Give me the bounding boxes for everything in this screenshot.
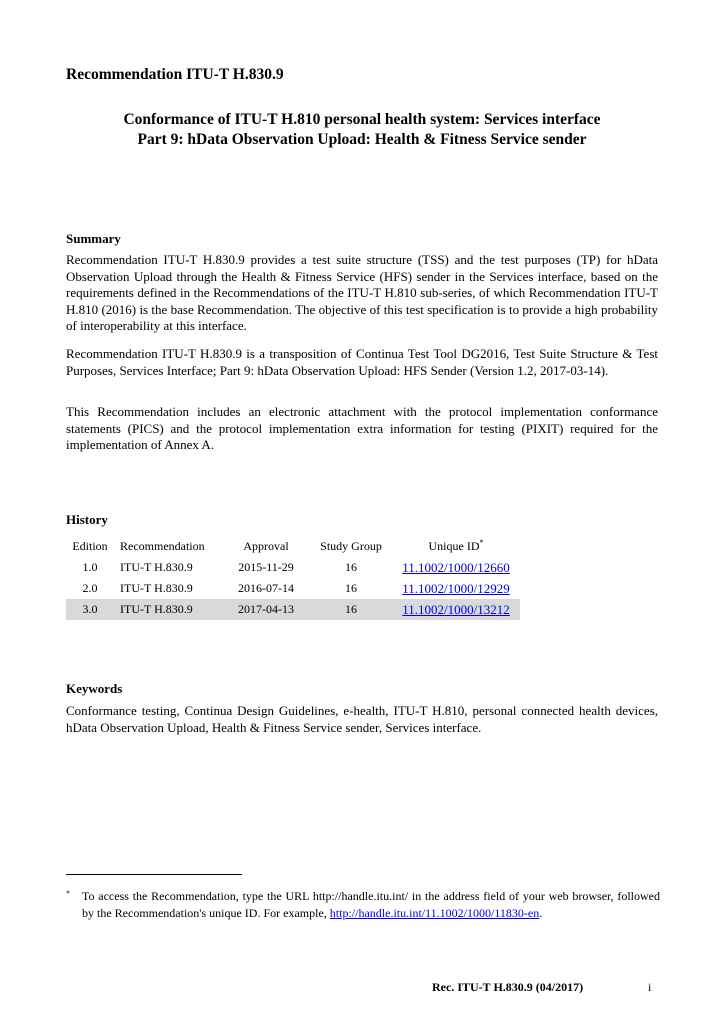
- footnote-marker: *: [66, 889, 70, 898]
- document-title: Recommendation ITU-T H.830.9: [66, 66, 284, 83]
- col-unique-id-label: Unique ID: [428, 538, 480, 553]
- table-row: [66, 578, 520, 599]
- col-study-group: Study Group: [320, 538, 382, 553]
- row-unique-id-cell: [392, 599, 520, 620]
- row-study-group: 16: [345, 581, 357, 595]
- unique-id-link[interactable]: 11.1002/1000/13212: [402, 601, 510, 617]
- summary-heading: Summary: [66, 231, 121, 246]
- page-number: i: [648, 980, 652, 994]
- row-unique-id-cell: [392, 557, 520, 578]
- unique-id-link[interactable]: 11.1002/1000/12929: [402, 580, 510, 596]
- table-row: [66, 599, 520, 620]
- row-approval: 2017-04-13: [222, 599, 310, 620]
- footnote-end: .: [539, 906, 543, 920]
- row-edition: 1.0: [82, 560, 98, 574]
- subtitle-line-2: Part 9: hData Observation Upload: Health & Fitness Service sender: [137, 131, 587, 148]
- history-heading: History: [66, 512, 108, 527]
- row-edition: 2.0: [82, 581, 98, 595]
- row-approval: 2015-11-29: [238, 560, 294, 574]
- summary-paragraph-1: Recommendation ITU-T H.830.9 provides a test suite structure (TSS) and the test purposes (TP) for hData Observation Upload through the Health & Fitness Service (HFS) sender in the Services interface, based on the requirements defined in the Recommendations of the ITU-T H.810 sub-series, of which Recommendation ITU-T H.810 (2016) is the base Recommendation. The objective of this test specification is to provide a high probability of interoperability at this interface.: [66, 252, 658, 333]
- footnote-text: To access the Recommendation, type the URL http://handle.itu.int/ in the address field of your web browser, followed by the Recommendation's unique ID. For example,: [82, 889, 660, 920]
- footnote: [66, 888, 660, 922]
- unique-id-link[interactable]: 11.1002/1000/12660: [402, 559, 510, 575]
- row-unique-id-cell: [392, 578, 520, 599]
- history-table-grid: [66, 535, 520, 620]
- summary-paragraph-3: This Recommendation includes an electronic attachment with the protocol implementation conformance statements (PICS) and the protocol implementation extra information for testing (PIXIT) required for the implementation of Annex A.: [66, 404, 658, 452]
- footnote-ref-marker: *: [479, 537, 484, 547]
- footnote-body: [82, 888, 660, 922]
- row-study-group: 16: [310, 599, 392, 620]
- history-header-row: [66, 535, 520, 557]
- row-approval: 2016-07-14: [238, 581, 294, 595]
- history-table: [66, 535, 520, 620]
- keywords-heading: Keywords: [66, 681, 123, 696]
- keywords-text: Conformance testing, Continua Design Guidelines, e-health, ITU-T H.810, personal connected health devices, hData Observation Upload, Health & Fitness Service sender, Services interface.: [66, 703, 658, 735]
- row-recommendation: ITU-T H.830.9: [120, 581, 193, 595]
- footer-reference: Rec. ITU-T H.830.9 (04/2017): [432, 980, 584, 994]
- row-edition: 3.0: [66, 599, 114, 620]
- col-unique-id: [392, 535, 520, 557]
- row-recommendation: ITU-T H.830.9: [120, 560, 193, 574]
- col-approval: Approval: [243, 538, 289, 553]
- col-edition: Edition: [72, 538, 108, 553]
- table-row: [66, 557, 520, 578]
- subtitle-line-1: Conformance of ITU-T H.810 personal health system: Services interface: [123, 111, 601, 128]
- footnote-example-link[interactable]: http://handle.itu.int/11.1002/1000/11830-en: [329, 906, 540, 920]
- row-recommendation: ITU-T H.830.9: [114, 599, 222, 620]
- row-study-group: 16: [345, 560, 357, 574]
- footnote-divider: [66, 874, 242, 875]
- summary-paragraph-2: Recommendation ITU-T H.830.9 is a transposition of Continua Test Tool DG2016, Test Suite Structure & Test Purposes, Services Interface; Part 9: hData Observation Upload: HFS Sender (Version 1.2, 2017-03-14).: [66, 346, 658, 378]
- col-recommendation: Recommendation: [120, 538, 205, 553]
